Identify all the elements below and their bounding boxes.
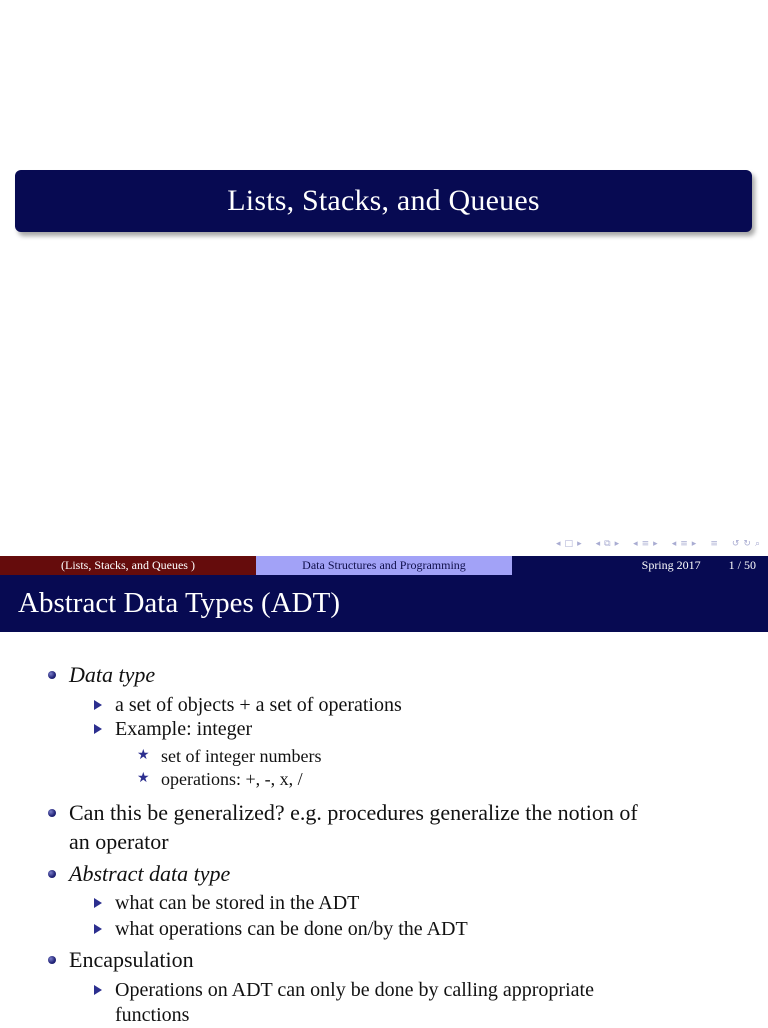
sub-list-item-continuation bbox=[115, 1002, 755, 1028]
star-bullet-icon: ★ bbox=[137, 747, 150, 763]
list-item bbox=[69, 660, 749, 689]
sub-list-item bbox=[115, 692, 755, 718]
sub-list-item-text: what operations can be done on/by the ADT bbox=[115, 918, 468, 940]
nav-prev-frame-icon[interactable]: ◂ bbox=[595, 539, 601, 549]
sub-sub-list-item-text: operations: +, -, x, / bbox=[161, 769, 303, 789]
sub-list-item-text-line2: functions bbox=[115, 1004, 190, 1026]
nav-section-icon[interactable]: ≡ bbox=[680, 539, 688, 549]
list-item-text-line1: Can this be generalized? e.g. procedures generalize the notion of bbox=[69, 800, 638, 825]
list-item-text: Data type bbox=[69, 662, 156, 687]
nav-frame-icon[interactable]: ⧉ bbox=[604, 539, 611, 549]
list-item-text: Encapsulation bbox=[69, 947, 194, 972]
footer-short-title-text: (Lists, Stacks, and Queues ) bbox=[61, 558, 195, 572]
footer-short-title bbox=[0, 556, 256, 575]
bullet-icon bbox=[48, 870, 56, 878]
footer-page-number: 1 / 50 bbox=[728, 558, 756, 572]
footer-course bbox=[256, 556, 512, 575]
slide-title: Lists, Stacks, and Queues bbox=[227, 184, 540, 217]
sub-list-item-text: a set of objects + a set of operations bbox=[115, 694, 402, 716]
footer-course-text: Data Structures and Programming bbox=[302, 558, 466, 572]
nav-forward-icon[interactable]: ↻ bbox=[743, 539, 751, 549]
slide-title-box bbox=[15, 170, 752, 232]
nav-prev-subsection-icon[interactable]: ◂ bbox=[633, 539, 638, 549]
navigation-symbols bbox=[556, 537, 760, 551]
sub-sub-list-item bbox=[137, 767, 303, 791]
sub-list-item bbox=[115, 977, 755, 1003]
frame-title: Abstract Data Types (ADT) bbox=[18, 587, 340, 619]
footer-info bbox=[512, 556, 768, 575]
list-item bbox=[69, 798, 749, 827]
nav-search-icon[interactable]: ⌕ bbox=[754, 539, 760, 549]
list-item-text-line2: an operator bbox=[69, 829, 169, 854]
sub-list-item-text-line1: Operations on ADT can only be done by calling appropriate bbox=[115, 979, 594, 1001]
sub-list-item-text: what can be stored in the ADT bbox=[115, 892, 360, 914]
frame-title-bar bbox=[0, 575, 768, 632]
list-item-continuation bbox=[69, 827, 749, 856]
nav-slide-icon[interactable]: □ bbox=[564, 539, 574, 549]
sub-list-item bbox=[115, 890, 755, 916]
star-bullet-icon: ★ bbox=[137, 770, 150, 786]
list-item bbox=[69, 859, 749, 888]
nav-subsection-icon[interactable]: ≡ bbox=[641, 539, 650, 549]
sub-list-item bbox=[115, 716, 755, 742]
nav-next-section-icon[interactable]: ▸ bbox=[691, 539, 697, 549]
sub-sub-list-item-text: set of integer numbers bbox=[161, 746, 322, 766]
nav-back-icon[interactable]: ↺ bbox=[731, 539, 740, 549]
list-item-text: Abstract data type bbox=[69, 861, 231, 886]
triangle-bullet-icon bbox=[94, 924, 102, 934]
nav-prev-slide-icon[interactable]: ◂ bbox=[556, 539, 561, 549]
footer-bar bbox=[0, 556, 768, 575]
nav-next-subsection-icon[interactable]: ▸ bbox=[653, 539, 658, 549]
nav-prev-section-icon[interactable]: ◂ bbox=[671, 539, 677, 549]
bullet-icon bbox=[48, 956, 56, 964]
footer-date: Spring 2017 bbox=[641, 558, 701, 572]
triangle-bullet-icon bbox=[94, 898, 102, 908]
nav-document-icon[interactable]: ≡ bbox=[710, 539, 718, 549]
bullet-icon bbox=[48, 671, 56, 679]
triangle-bullet-icon bbox=[94, 724, 102, 734]
sub-sub-list-item bbox=[137, 744, 322, 768]
list-item bbox=[69, 945, 749, 974]
triangle-bullet-icon bbox=[94, 700, 102, 710]
triangle-bullet-icon bbox=[94, 985, 102, 995]
sub-list-item bbox=[115, 916, 755, 942]
nav-next-frame-icon[interactable]: ▸ bbox=[614, 539, 620, 549]
nav-next-slide-icon[interactable]: ▸ bbox=[577, 539, 582, 549]
bullet-icon bbox=[48, 809, 56, 817]
sub-list-item-text: Example: integer bbox=[115, 718, 253, 740]
